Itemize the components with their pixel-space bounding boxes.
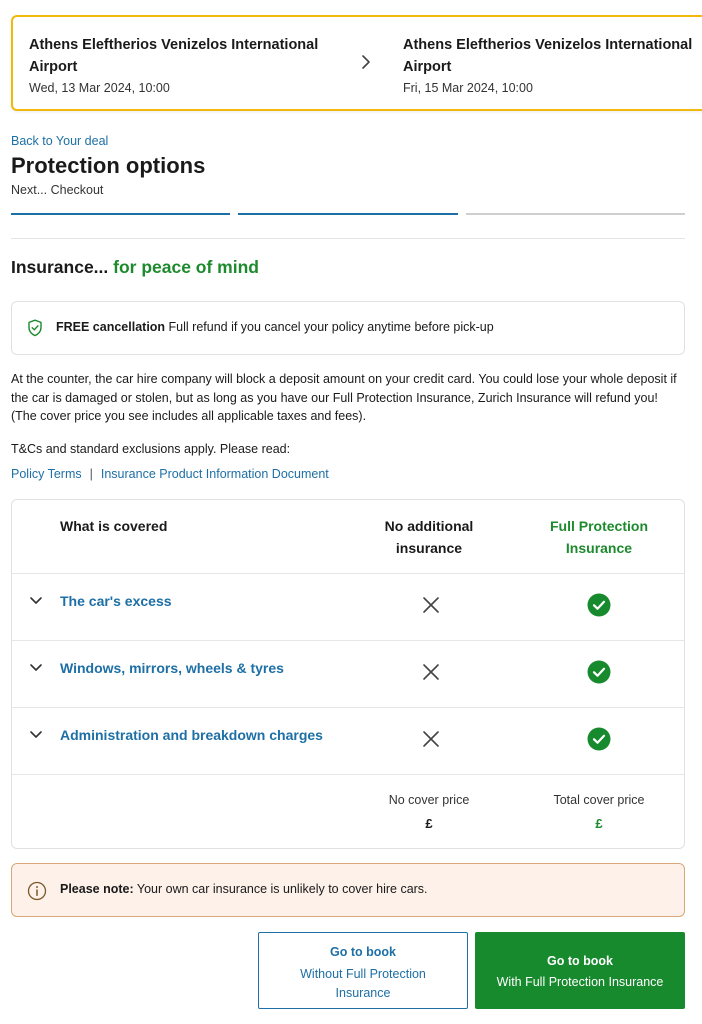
please-note-bold: Please note: (60, 882, 134, 896)
check-circle-icon (587, 660, 611, 684)
no-cover-price-value: £ (425, 816, 433, 831)
chevron-down-icon[interactable] (29, 596, 43, 606)
section-divider (11, 238, 685, 239)
please-note-text (60, 882, 428, 896)
next-step-label: Next... Checkout (11, 183, 104, 197)
progress-step-3 (466, 213, 685, 215)
free-cancellation-text (56, 320, 494, 334)
pickup-datetime: Wed, 13 Mar 2024, 10:00 (29, 81, 170, 95)
pickup-info (29, 34, 339, 95)
policy-links (11, 467, 329, 481)
insurance-heading-green: for peace of mind (113, 257, 259, 277)
x-mark-icon (421, 595, 441, 615)
page-title: Protection options (11, 153, 206, 178)
please-note-detail: Your own car insurance is unlikely to cover hire cars. (133, 882, 428, 896)
insurance-heading (11, 257, 259, 278)
check-circle-icon (587, 727, 611, 751)
free-cancellation-detail: Full refund if you cancel your policy anytime before pick-up (165, 320, 494, 334)
x-mark-icon (421, 662, 441, 682)
trip-summary-bar[interactable] (11, 15, 702, 111)
x-mark-icon (421, 729, 441, 749)
chevron-right-icon (359, 53, 373, 71)
dropoff-location: Athens Eleftherios Venizelos International Airport (403, 37, 693, 75)
dropoff-datetime: Fri, 15 Mar 2024, 10:00 (403, 81, 533, 95)
shield-check-icon (27, 319, 43, 337)
free-cancellation-box (11, 301, 685, 355)
info-icon (27, 881, 47, 901)
book-with-insurance-button[interactable] (475, 932, 685, 1009)
back-to-deal-link[interactable]: Back to Your deal (11, 134, 109, 148)
coverage-label[interactable]: Administration and breakdown charges (60, 727, 323, 743)
check-circle-icon (587, 593, 611, 617)
book-without-title: Go to book (330, 945, 396, 959)
deposit-explanation: At the counter, the car hire company will block a deposit amount on your credit card. You could lose your whole deposit if the car is damaged or stolen, but as long as you have our Full Protection Insurance, Zurich Insurance will refund you! (The cover price you see includes all applicable taxes and fees). (11, 372, 677, 423)
dropoff-info (403, 34, 702, 95)
total-cover-price-value: £ (595, 816, 603, 831)
no-cover-price (364, 793, 494, 831)
coverage-row-windows-mirrors-wheels[interactable] (12, 640, 684, 707)
book-without-insurance-button[interactable] (258, 932, 468, 1009)
coverage-label[interactable]: The car's excess (60, 593, 172, 609)
total-cover-price (532, 793, 666, 831)
no-cover-price-label: No cover price (388, 793, 470, 807)
coverage-comparison-table (11, 499, 685, 849)
coverage-label[interactable]: Windows, mirrors, wheels & tyres (60, 660, 284, 676)
policy-terms-link[interactable]: Policy Terms (11, 467, 82, 481)
column-header-what-covered: What is covered (60, 518, 168, 534)
coverage-row-car-excess[interactable] (12, 573, 684, 640)
chevron-down-icon[interactable] (29, 730, 43, 740)
column-header-full-protection: Full Protection Insurance (550, 518, 648, 556)
please-note-box (11, 863, 685, 917)
link-separator: | (89, 467, 93, 481)
insurance-heading-plain: Insurance... (11, 257, 114, 277)
free-cancellation-bold: FREE cancellation (56, 320, 166, 334)
book-with-subtitle: With Full Protection Insurance (496, 975, 664, 989)
total-cover-price-label: Total cover price (553, 793, 645, 807)
column-header-no-insurance: No additional insurance (384, 518, 474, 556)
book-without-subtitle: Without Full Protection Insurance (300, 967, 426, 1000)
pickup-location: Athens Eleftherios Venizelos International Airport (29, 37, 319, 75)
progress-step-1 (11, 213, 230, 215)
product-info-document-link[interactable]: Insurance Product Information Document (100, 467, 329, 481)
coverage-row-admin-breakdown[interactable] (12, 707, 684, 774)
tcs-text: T&Cs and standard exclusions apply. Please read: (11, 442, 291, 456)
book-with-title: Go to book (547, 954, 613, 968)
chevron-down-icon[interactable] (29, 663, 43, 673)
progress-step-2 (238, 213, 458, 215)
